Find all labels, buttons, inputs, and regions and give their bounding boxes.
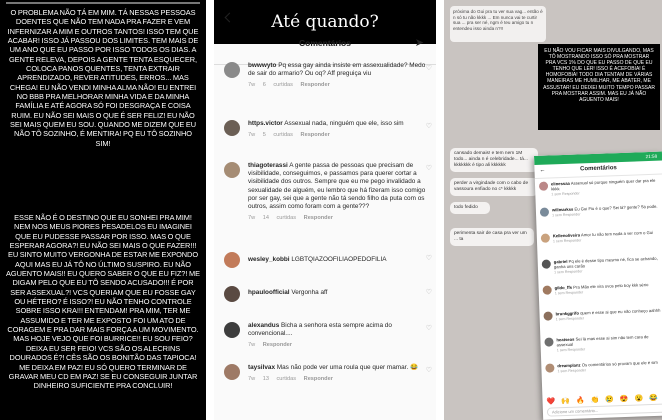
story-paragraph-2: ESSE NÃO É O DESTINO QUE EU SONHEI PRA MIM! NEM NOS MEUS PIORES PESADELOS EU IMAGINEI QUE EU PUDESSE PASSAR POR ISSO. MAS O QUE ESPERAR AGORA?! EU NÃO SEI MAIS O QUE FAZER!!! EU SINTO MUITO VERGONHA DE ESTAR ME EXPONDO AQUI MAS EU JÁ TÔ NO ÚLTIMO SUSPIRO. EU NÃO AGUENTO MAIS!! EU QUERO SABER O QUE EU FIZ?! ME DIGAM PELO QUE EU TÔ SENDO ACUSADO!!! É POR SER ASSEXUAL?! VCS QUERIAM QUE EU FOSSE GAY OU HÉTERO? É ISSO?! EU NÃO TENHO CONTROLE SOBRE ISSO KRA!!! ENTENDAM! PRA MIM, TER ME ASSUMIDO E TER ME EXPOSTO FOI UM ATO DE CORAGEM E PRA DAR MAIS FORÇA A UM MOVIMENTO. MAS HOJE VEJO QUE FOI BURRICE!! EU SOU FEIO? DEIXA EU SER FEIO! VCS SÃO OS ALECRINS DOURADOS É?! CÊS SÃO OS BONITÃO DAS TAPIOCA! ME DEIXA EM PAZ! EU SÓ QUERO TERMINAR DE GRAVAR MEU CD EM PAZ! SE EU CONSEGUIR JUNTAR DINHEIRO SUFICIENTE PRA CONCLUIR!: [6, 213, 200, 391]
comment-time: 7w: [248, 342, 256, 349]
comment-username[interactable]: brunkggrifo: [555, 310, 580, 317]
comment-username[interactable]: willmarkss: [551, 206, 574, 213]
reply-button[interactable]: Responder: [303, 376, 333, 383]
comment-text: Sei lá mas esse ai sim não tem cara de assexual: [556, 334, 649, 348]
comment-text: Amor tu não tem nada a ver com o Gui: [580, 229, 654, 238]
status-bar: 21:58: [534, 152, 662, 165]
comment-body: [248, 252, 432, 264]
send-icon[interactable]: ➤: [414, 37, 424, 49]
comment-text: Mas não pode ver uma roula que quer mamar. 😂: [276, 364, 418, 371]
comment-text: Pra Mão ele vira ovos pelo boy kkk sério: [573, 282, 649, 290]
comment-text: LGBTQIAZOOFILIAOPEDOFILIA: [291, 256, 387, 263]
comment-text: Eu Gui Fiu é o que? Sei lá? gente? Só pode.: [574, 203, 658, 212]
avatar[interactable]: [224, 364, 240, 380]
comment-input[interactable]: Adicione um comentário...: [547, 404, 662, 417]
comment-text: Assexual só porque ninguém quer dar pra ele kkkk: [551, 177, 656, 192]
story-progress-bar: [6, 2, 200, 4]
comment-meta: [248, 375, 432, 383]
comment-meta: [248, 341, 432, 349]
comment-username[interactable]: thiagoterassi: [248, 162, 288, 169]
avatar[interactable]: [541, 233, 550, 242]
story-paragraph-1: O PROBLEMA NÃO TÁ EM MIM. TÁ NESSAS PESSOAS DOENTES QUE NÃO TEM NADA PRA FAZER E VEM INFERNIZAR A MIM E OUTROS TANTOS! ISSO TEM QUE ACABAR! ISSO JÁ PASSOU DOS LIMITES. TEM MAIS DE UM ANO QUE EU PASSO POR ISSO TODOS OS DIAS. A GENTE RELEVA, DEPOIS A GENTE TENTA ESQUECER, COLOCA PANOS QUENTES, TENTA EXTRAIR APRENDIZADO, REVER ATITUDES, ERROS... MAS CHEGA! EU NÃO VENDI MINHA ALMA NÃO! EU ENTREI NO BBB PRA MELHORAR MINHA VIDA E DA MINHA FAMÍLIA E ATÉ AGORA SÓ FOI DESGRAÇA E COISA RUIM. EU NÃO SEI MAIS O QUE É SER FELIZ! EU NÃO SEI MAIS QUEM EU SOU. QUANDO ME DIZEM QUE EU NÃO TÔ SOZINHO, É MENTIRA! PQ EU TÔ SOZINHO SIM!: [7, 8, 199, 148]
comment-username[interactable]: wesley_kobbi: [248, 256, 290, 263]
comment-body: [248, 162, 432, 222]
comment-username[interactable]: gildo_ffs: [554, 284, 573, 291]
comment-meta: 1 sem Responder: [552, 238, 582, 244]
comment-likes[interactable]: 5 curtidas: [262, 132, 293, 139]
comment-text: Assexual nada, ninguém que ele, isso sim: [284, 120, 404, 127]
avatar[interactable]: [539, 182, 548, 191]
comments-heading: Comentários: [299, 38, 351, 48]
comment-username[interactable]: taysilvax: [248, 364, 276, 371]
avatar[interactable]: [224, 62, 240, 78]
comment-likes[interactable]: 13 curtidas: [262, 376, 297, 383]
back-arrow-icon[interactable]: ←: [539, 167, 546, 174]
comment-username[interactable]: hpauloofficial: [248, 289, 290, 296]
avatar[interactable]: [224, 120, 240, 136]
comment-body: [556, 331, 662, 354]
comment-body: [554, 253, 661, 276]
heart-icon[interactable]: ♡: [425, 325, 432, 332]
comment-text: Pq essa gay ainda insiste em assexualidade? Medo de sair do armario? Ou oq? Aff preguiça viu: [248, 62, 426, 78]
comment-meta: 1 sem Responder: [554, 290, 584, 296]
dm-message: todo fedido: [450, 202, 490, 214]
comment-username[interactable]: Kellenoliveira: [552, 232, 581, 239]
heart-icon[interactable]: ♡: [425, 367, 432, 374]
avatar[interactable]: [545, 363, 554, 372]
comment-username[interactable]: bwwwyto: [248, 62, 277, 69]
comment-body: [248, 120, 432, 139]
comments-screenshot: [534, 152, 662, 420]
comment-text: Os comentários só provam que ele é sim: [581, 359, 658, 368]
comment-meta: 1 sem Responder: [555, 316, 585, 322]
dm-message-top: próxima do Gui pra tu ver sua vag... então é n só tu não kkkk ... Em nunca vai te curtir sua ... pra ser né, ngm é teu amigo tu n entendeu isso ainda n?!!: [450, 6, 546, 42]
comment-body: [248, 364, 432, 383]
comment-body: [552, 201, 658, 219]
comment-meta: [248, 131, 432, 139]
avatar[interactable]: [224, 252, 240, 268]
heart-icon[interactable]: ♡: [425, 255, 432, 262]
comment-username[interactable]: dreamplanz: [557, 362, 581, 369]
comment-body: [554, 279, 660, 297]
reply-button[interactable]: Responder: [303, 215, 333, 222]
comment-meta: 1 sem Responder: [557, 368, 586, 374]
dm-message: perder a virgindade com o cabo de vassoura enfiado no c* kkkkk: [450, 178, 538, 196]
comment-likes[interactable]: 6 curtidas: [262, 82, 293, 89]
comment-username[interactable]: https.victor: [248, 120, 283, 127]
comment-body: [248, 62, 432, 90]
comment-item: [541, 356, 662, 386]
comment-username[interactable]: alexandus: [248, 322, 280, 329]
comment-meta: 1 sem Responder: [554, 269, 583, 275]
avatar[interactable]: [542, 259, 551, 268]
story-panel: [0, 0, 206, 420]
comment-body: [248, 286, 432, 297]
comment-time: 7w: [248, 376, 256, 383]
heart-icon[interactable]: ♡: [425, 289, 432, 296]
reply-button[interactable]: Responder: [300, 82, 330, 89]
comment-text: quem é esse ai que eu não conheço aahhh: [580, 307, 661, 316]
comment-meta: 1 sem Responder: [551, 191, 580, 197]
reply-button[interactable]: Responder: [300, 132, 330, 139]
avatar[interactable]: [544, 337, 553, 346]
comment-time: 7w: [248, 132, 256, 139]
comment-time: 7w: [248, 215, 256, 222]
avatar[interactable]: [540, 208, 549, 217]
comment-username[interactable]: heatseas: [556, 336, 575, 343]
avatar[interactable]: [224, 162, 240, 178]
dm-message: cansado demais! e tem nem 1M todo... ainda n é celebridade... tá... kkkkkkk é tipo ali kkkkkk: [450, 148, 538, 172]
comment-text: A gente passa de pessoas que precisam de visibilidade, conseguimos, e passamos para querer cortar a visibilidade dos outros. Sempre que eu me pego invalidado a sexualidade de alguém, eu lembro que há fizeram isso comigo por ser gay, sei que a gente não tá sendo filho da puta com os outros, assim como foram com a gente???: [248, 162, 426, 211]
phone-screenshots-panel: [444, 0, 662, 420]
heart-icon[interactable]: ♡: [425, 165, 432, 172]
comment-text: Bicha a senhora esta sempre acima do convencional....: [248, 322, 392, 338]
comment-likes[interactable]: 14 curtidas: [262, 215, 297, 222]
heart-icon[interactable]: ♡: [425, 123, 432, 130]
emoji-reaction-bar[interactable]: ❤️ 🙌 🔥 👏 😢 😍 😮 😂: [546, 394, 660, 406]
comment-meta: 1 sem Responder: [556, 347, 586, 353]
comment-meta: [248, 214, 432, 222]
comment-body: [248, 322, 432, 350]
comment-body: [557, 357, 662, 375]
comment-body: [555, 305, 661, 323]
comment-body: [551, 175, 658, 198]
comment-time: 7w: [248, 82, 256, 89]
heart-icon[interactable]: ♡: [425, 65, 432, 72]
comment-meta: [248, 81, 432, 89]
instagram-comments-panel: [214, 0, 436, 420]
avatar[interactable]: [543, 311, 552, 320]
comment-body: [553, 227, 659, 245]
comment-meta: 1 sem Responder: [552, 212, 581, 218]
banner-title: Até quando?: [214, 0, 436, 44]
avatar[interactable]: [543, 285, 552, 294]
comments-heading: Comentários: [580, 165, 617, 173]
comment-text: Pq ele é desse tipo mesmo né, fica se achando, ganha uns carão: [553, 255, 658, 270]
reply-button[interactable]: Responder: [262, 342, 292, 349]
caption-box: EU NÃO VOU FICAR MAIS DIVULGANDO, MAS TÔ MOSTRANDO ISSO SÓ PRA MOSTRAR PRA VCS 1% DO QUE EU PASSO DE QUE EU TENHO QUE LER! ISSO É ACEFOBIA! É HOMOFOBIA! TODO DIA TENTAM DE VÁRIAS MANEIRAS ME HUMILHAR, ME ABATER, ME ASSUSTAR! EU DEIXEI MUITO TEMPO PASSAR PRA MOSTRAR ASSIM. MAS EU JÁ NÃO AGUENTO MAIS!: [538, 44, 660, 130]
comment-username[interactable]: gabriel: [553, 258, 568, 265]
avatar[interactable]: [224, 286, 240, 302]
comment-text: Vergonha aff: [291, 289, 328, 296]
avatar[interactable]: [224, 322, 240, 338]
dm-message: perimenta sair de casa pra ver um ... ta: [450, 228, 534, 246]
comment-username[interactable]: elinessaa: [550, 180, 570, 187]
